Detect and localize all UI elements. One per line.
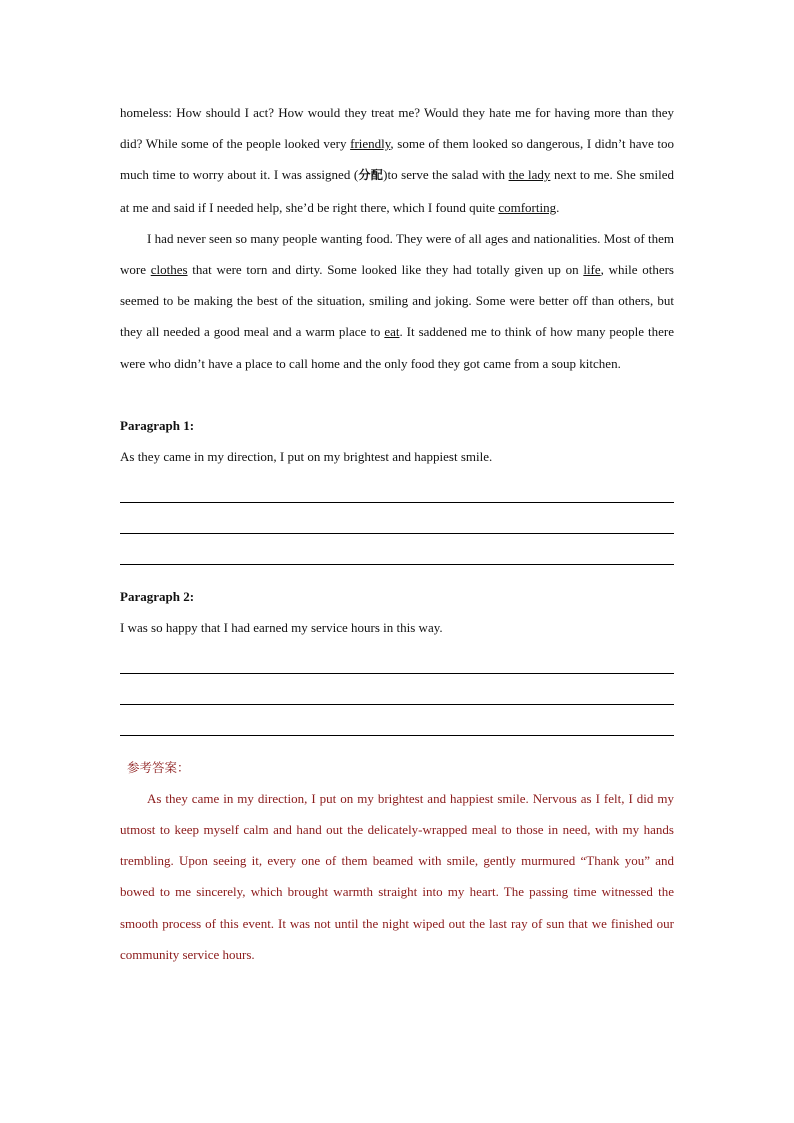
paragraph-1-heading: Paragraph 1: <box>120 417 195 433</box>
writing-line[interactable] <box>120 674 674 705</box>
writing-line[interactable] <box>120 643 674 674</box>
underlined-word: comforting <box>498 199 557 215</box>
answer-label: 参考答案： <box>127 759 190 775</box>
text: I had never seen so many people wanting food. They were of all ages and nationalities. Most of them wore <box>120 230 674 278</box>
text: that were torn and dirty. Some looked like they had totally given up on <box>187 262 584 278</box>
writing-line[interactable] <box>120 472 674 503</box>
text: next to me. She smiled at me and said if I needed help, she’d be right there, which I found quite <box>120 167 674 215</box>
underlined-word: clothes <box>150 262 188 278</box>
underlined-word: friendly <box>350 136 391 152</box>
spacer <box>120 736 674 752</box>
writing-line[interactable] <box>120 503 674 534</box>
paragraph-2-heading: Paragraph 2: <box>120 588 195 604</box>
text: . <box>556 199 560 215</box>
text: . It saddened me to think of how many people there were who didn’t have a place to call home and the only food they got came from a soup kitchen. <box>120 324 674 371</box>
text: , while others seemed to be making the best of the situation, smiling and joking. Some were better off than others, but they all needed a good meal and a warm place to <box>120 262 674 340</box>
underlined-word: the lady <box>508 167 551 183</box>
writing-line[interactable] <box>120 705 674 736</box>
paragraph-1-prompt: As they came in my direction, I put on my brightest and happiest smile. <box>120 448 493 464</box>
underlined-word: life <box>583 262 601 278</box>
writing-line[interactable] <box>120 534 674 565</box>
text: , some of them looked so dangerous, I didn’t have too much time to worry about it. I was assigned ( <box>120 136 674 183</box>
underlined-word: eat <box>384 324 400 340</box>
paragraph-2-prompt: I was so happy that I had earned my service hours in this way. <box>120 619 443 635</box>
text: homeless: How should I act? How would they treat me? Would they hate me for having more than they did? While some of the people looked very <box>120 105 674 152</box>
chinese-gloss: 分配 <box>358 168 384 183</box>
passage-paragraph-2 <box>120 223 674 379</box>
answer-text: As they came in my direction, I put on my brightest and happiest smile. Nervous as I felt, I did my utmost to keep myself calm and hand out the delicately-wrapped meal to those in need, with my hands trembling. Upon seeing it, every one of them beamed with smile, gently murmured “Thank you” and bowed to me sincerely, which brought warmth straight into my heart. The passing time witnessed the smooth process of this event. It was not until the night wiped out the last ray of sun that we finished our community service hours. <box>120 790 674 962</box>
spacer <box>120 379 674 410</box>
text: )to serve the salad with <box>383 167 509 183</box>
spacer <box>120 565 674 581</box>
passage-paragraph-1 <box>120 97 674 223</box>
document-page <box>120 97 674 970</box>
